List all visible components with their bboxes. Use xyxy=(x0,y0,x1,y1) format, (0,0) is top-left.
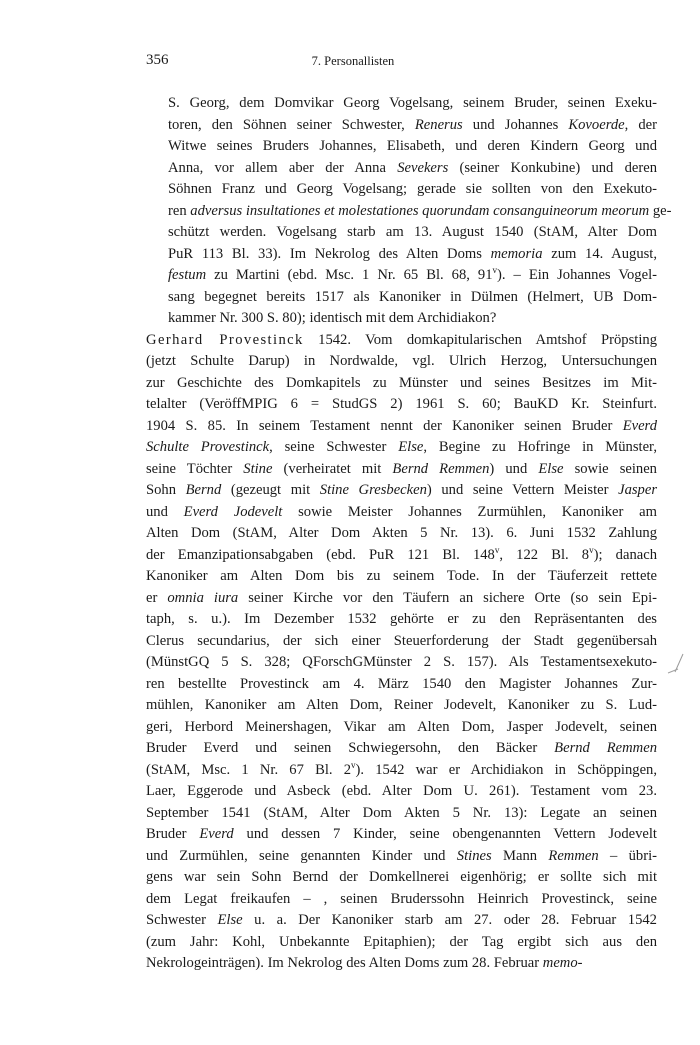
text-line xyxy=(146,544,658,567)
entry-vogelsang-continuation xyxy=(146,93,672,330)
text-segment: der Emanzipationsabgaben (ebd. PuR 121 Bl. 148 xyxy=(146,546,495,563)
italic-term: memo- xyxy=(542,955,583,971)
text-segment: seine Töchter xyxy=(146,460,244,477)
text-segment: schützt werden. Vogelsang starb am 13. August 1540 (StAM, Alter Dom xyxy=(168,224,657,240)
running-head xyxy=(146,52,560,74)
entry-name: Gerhard Provestinck xyxy=(146,331,304,348)
text-segment: er xyxy=(146,589,168,606)
text-line xyxy=(146,889,657,911)
text-line xyxy=(146,566,657,588)
text-segment: Anna, vor allem aber der Anna xyxy=(168,159,398,176)
text-line xyxy=(146,674,657,696)
text-line xyxy=(146,437,657,459)
text-segment: taph, s. u.). Im Dezember 1532 gehörte er zu den Repräsentanten des xyxy=(146,611,657,627)
text-line xyxy=(146,373,657,395)
text-segment: Clerus secundarius, der sich einer Steuerforderung der Stadt gegenübersah xyxy=(146,632,657,649)
text-segment: Schwester xyxy=(146,912,218,928)
text-line xyxy=(146,717,657,739)
text-line xyxy=(146,803,657,825)
italic-term: Stine xyxy=(243,460,273,477)
text-line xyxy=(168,201,672,223)
italic-term: Everd xyxy=(622,417,657,434)
text-line xyxy=(168,244,657,266)
text-line xyxy=(168,179,657,201)
body-text xyxy=(146,93,672,975)
italic-term: Bernd xyxy=(185,482,222,498)
text-segment: Bruder xyxy=(146,826,200,842)
text-segment: – übri- xyxy=(598,847,657,864)
text-segment: seiner Kirche vor den Täufern an sichere Orte (so sein Epi- xyxy=(238,589,657,606)
italic-term: Stine Gresbecken xyxy=(319,482,427,498)
chapter-title: 7. Personallisten xyxy=(311,54,395,68)
italic-term: Everd Jodevelt xyxy=(183,503,283,520)
italic-term: adversus insultationes et molestationes quorundam consanguineorum meorum xyxy=(190,202,650,219)
text-line xyxy=(146,523,657,545)
italic-term: festum xyxy=(168,267,207,283)
text-segment: Kanoniker am Alten Dom bis zu seinem Tode. In der Täuferzeit rettete xyxy=(146,568,657,584)
text-line xyxy=(146,824,657,846)
text-line xyxy=(168,222,657,244)
text-line xyxy=(146,695,657,717)
text-segment: Laer, Eggerode und Asbeck (ebd. Alter Dom U. 261). Testament vom 23. xyxy=(146,783,657,799)
text-line xyxy=(146,394,657,416)
text-line xyxy=(168,287,657,309)
text-line xyxy=(146,609,657,631)
text-line xyxy=(146,459,657,481)
text-line xyxy=(168,265,657,287)
text-segment: u. a. Der Kanoniker starb am 27. oder 28. Februar 1542 xyxy=(242,912,657,928)
text-line xyxy=(168,93,657,115)
text-segment: (gezeugt mit xyxy=(221,482,320,498)
italic-term: Bernd Remmen xyxy=(392,460,490,477)
text-line xyxy=(146,846,657,868)
text-segment: (jetzt Schulte Darup) in Nordwalde, vgl. Ulrich Herzog, Untersuchungen xyxy=(146,353,657,369)
text-segment: S. Georg, dem Domvikar Georg Vogelsang, seinem Bruder, seinen Exeku- xyxy=(168,95,657,111)
superscript: v xyxy=(494,544,500,555)
page-number: 356 xyxy=(146,52,169,68)
superscript: v xyxy=(589,544,594,555)
text-segment: ren xyxy=(168,202,191,219)
text-segment: ); danach xyxy=(593,546,658,563)
text-line xyxy=(146,330,657,352)
text-segment: sang begegnet bereits 1517 als Kanoniker in Dülmen (Helmert, UB Dom- xyxy=(168,288,657,305)
text-segment: (verheiratet mit xyxy=(272,460,393,477)
text-segment: , 122 Bl. 8 xyxy=(499,546,590,563)
text-segment: telalter (VeröffMPIG 6 = StudGS 2) 1961 S. 60; BauKD Kr. Steinfurt. xyxy=(146,396,657,412)
text-line xyxy=(168,308,657,330)
text-segment: , seine Schwester xyxy=(269,439,399,455)
text-segment: , der xyxy=(624,116,657,133)
italic-term: Everd xyxy=(199,826,234,842)
text-segment: ren bestellte Provestinck am 4. März 1540 den Magister Johannes Zur- xyxy=(146,675,657,692)
text-segment: ) und seine Vettern Meister xyxy=(426,482,619,498)
text-segment: ). – Ein Johannes Vogel- xyxy=(497,267,657,283)
italic-term: Stines xyxy=(456,847,492,864)
text-segment: geri, Herbord Meinershagen, Vikar am Alten Dom, Jasper Jodevelt, seinen xyxy=(146,718,657,735)
text-segment: Sohn xyxy=(146,482,186,498)
text-segment: dem Legat freikaufen – , seinen Bruderssohn Heinrich Provestinck, seine xyxy=(146,890,657,907)
text-segment: zum 14. August, xyxy=(542,245,657,262)
text-line xyxy=(168,136,657,158)
text-segment: kammer Nr. 300 S. 80); identisch mit dem Archidiakon? xyxy=(168,310,497,326)
italic-term: Else xyxy=(538,460,564,477)
text-segment: und dessen 7 Kinder, seine obengenannten Vettern Jodevelt xyxy=(233,826,657,842)
italic-term: Schulte Provestinck xyxy=(146,439,270,455)
text-segment: Witwe seines Bruders Johannes, Elisabeth, und deren Kindern Georg und xyxy=(168,138,657,154)
text-segment: Söhnen Franz und Georg Vogelsang; gerade sie sollten von den Exekuto- xyxy=(168,181,657,197)
text-segment: September 1541 (StAM, Alter Dom Akten 5 Nr. 13): Legate an seinen xyxy=(146,804,657,821)
italic-term: Sevekers xyxy=(397,159,449,176)
text-line xyxy=(146,351,657,373)
text-line xyxy=(146,588,657,610)
text-segment: 1542. Vom domkapitularischen Amtshof Pröpsting xyxy=(303,331,657,348)
text-segment: zur Geschichte des Domkapitels zu Münster und seines Besitzes im Mit- xyxy=(146,374,657,391)
text-segment: und Zurmühlen, seine genannten Kinder und xyxy=(146,847,457,864)
text-line xyxy=(168,158,657,180)
text-line xyxy=(146,631,657,653)
text-line xyxy=(146,781,657,803)
text-segment: toren, den Söhnen seiner Schwester, xyxy=(168,116,415,133)
text-line xyxy=(146,502,657,524)
superscript: v xyxy=(492,265,498,276)
text-line xyxy=(168,115,657,137)
text-line xyxy=(146,738,657,760)
text-line xyxy=(146,953,657,975)
text-line xyxy=(146,652,657,674)
text-segment: Nekrologeinträgen). Im Nekrolog des Alten Doms zum 28. Februar xyxy=(146,955,543,971)
text-segment: , Begine zu Hofringe in Münster, xyxy=(423,439,657,455)
text-line xyxy=(146,759,657,782)
entry-gerhard-provestinck xyxy=(146,330,657,975)
text-segment: Mann xyxy=(491,847,549,864)
text-line xyxy=(146,910,657,932)
text-segment: ). 1542 war er Archidiakon in Schöppingen, xyxy=(355,761,657,778)
text-line xyxy=(146,480,658,502)
text-segment: ge- xyxy=(649,202,672,219)
italic-term: Else xyxy=(217,912,243,928)
text-segment: (MünstGQ 5 S. 328; QForschGMünster 2 S. 157). Als Testamentsexekuto- xyxy=(146,654,657,670)
text-segment: ) und xyxy=(489,460,539,477)
text-segment: Bruder Everd und seinen Schwiegersohn, den Bäcker xyxy=(146,740,555,756)
text-segment: (seiner Konkubine) und deren xyxy=(448,159,658,176)
text-line xyxy=(146,932,657,954)
italic-term: Kovoerde xyxy=(568,116,625,133)
italic-term: Bernd Remmen xyxy=(554,740,657,756)
italic-term: Remmen xyxy=(548,847,599,864)
text-segment: (zum Jahr: Kohl, Unbekannte Epitaphien); der Tag ergibt sich aus den xyxy=(146,933,657,950)
italic-term: Jasper xyxy=(618,482,658,498)
text-segment: zu Martini (ebd. Msc. 1 Nr. 65 Bl. 68, 91 xyxy=(206,267,493,283)
text-segment: gens war sein Sohn Bernd der Domkellnerei eigenhörig; er sollte sich mit xyxy=(146,869,657,885)
text-segment: sowie seinen xyxy=(563,460,657,477)
text-segment: und xyxy=(146,503,184,520)
italic-term: omnia iura xyxy=(167,589,239,606)
text-segment: mühlen, Kanoniker am Alten Dom, Reiner Jodevelt, Kanoniker zu S. Lud- xyxy=(146,697,657,713)
text-segment: 1904 S. 85. In seinem Testament nennt der Kanoniker seinen Bruder xyxy=(146,417,623,434)
text-segment: und Johannes xyxy=(462,116,569,133)
italic-term: Renerus xyxy=(414,116,463,133)
superscript: v xyxy=(351,759,356,770)
margin-pencil-mark xyxy=(666,652,686,692)
text-segment: sowie Meister Johannes Zurmühlen, Kanoniker am xyxy=(282,503,657,520)
italic-term: Else xyxy=(398,439,424,455)
text-line xyxy=(146,867,657,889)
italic-term: memoria xyxy=(490,245,543,262)
text-line xyxy=(146,416,657,438)
text-segment: (StAM, Msc. 1 Nr. 67 Bl. 2 xyxy=(146,761,352,778)
text-segment: PuR 113 Bl. 33). Im Nekrolog des Alten Doms xyxy=(168,245,491,262)
text-segment: Alten Dom (StAM, Alter Dom Akten 5 Nr. 13). 6. Juni 1532 Zahlung xyxy=(146,525,657,541)
